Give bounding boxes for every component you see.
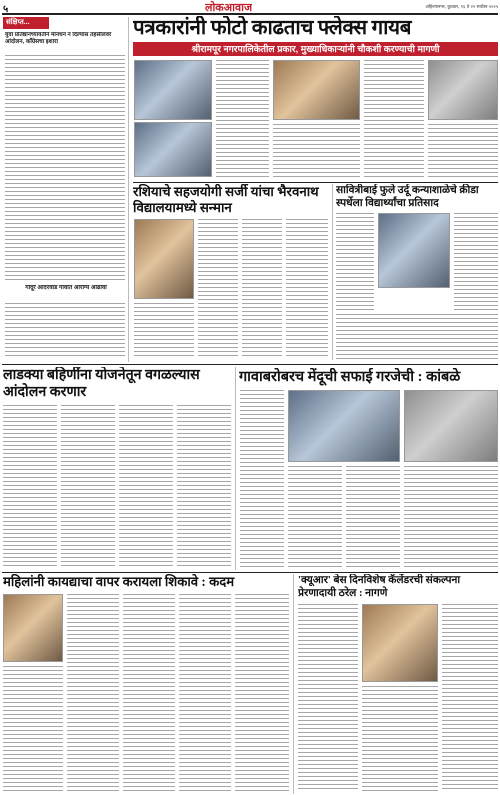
masthead-rule: [2, 13, 498, 15]
brief-sub-body-text: [5, 303, 125, 359]
lower-rule: [2, 572, 498, 573]
brief-body-text: [5, 55, 125, 280]
brief-column: [3, 17, 129, 362]
story5-body-col-4: [404, 466, 498, 568]
mid-rule: [2, 364, 498, 365]
story2-body-col-1: [198, 219, 238, 359]
lead-bottom-rule: [133, 182, 498, 183]
story7-headline: 'क्यूआर' बेस दिनविशेष कॅलेंडरची संकल्पना प्रेरणादायी ठरेल : नागणे: [298, 575, 461, 599]
story4-headline: लाडक्या बहिणींना योजनेतून वगळल्यास आंदोलन करणार: [3, 367, 200, 400]
date-line: अहिल्यानगर, बुधवार, १६ ते २२ सप्टेंबर २०२५: [425, 5, 498, 10]
story2-headline: रशियाचे सहजयोगी सर्जी यांचा भैरवनाथ विद्यालयामध्ये सन्मान: [133, 184, 319, 215]
story7-body-col-1: [298, 604, 358, 792]
story6-headline: महिलांनी कायद्याचा वापर करायला शिकावे : कदम: [3, 574, 235, 589]
story3-body-bottom: [336, 314, 498, 360]
story2-body-under-photo: [134, 303, 194, 359]
story3-headline: सावित्रीबाई फुले उर्दू कन्याशाळेचे क्रीडा स्पर्धेला विद्यार्थ्यांचा प्रतिसाद: [336, 185, 479, 209]
story5-body-col-3: [346, 466, 400, 568]
lead-body-col-1: [216, 60, 269, 178]
page-number: ५: [3, 4, 9, 13]
story4-body-col-1: [3, 405, 57, 567]
story3-body-col-2: [454, 213, 498, 311]
newspaper-logo: लोकआवाज: [205, 2, 253, 13]
story6-body-under-photo: [3, 666, 63, 792]
story5-headline: गावाबरोबरच मेंदूची सफाई गरजेची : कांबळे: [239, 369, 461, 385]
story5-photo-1: [288, 390, 400, 462]
story4-body-col-2: [61, 405, 115, 567]
story3-divider: [332, 184, 333, 360]
lead-body-col-3: [364, 60, 424, 178]
story4-body-col-4: [177, 405, 231, 567]
lead-photo-2: [134, 122, 212, 177]
lead-body-col-4: [428, 124, 498, 178]
story5-photo-2: [404, 390, 498, 462]
story6-body-col-1: [67, 594, 119, 792]
story7-divider: [293, 574, 294, 794]
story2-body-col-2: [242, 219, 282, 359]
story3-photo: [378, 213, 450, 288]
lead-headline: पत्रकारांनी फोटो काढताच फ्लेक्स गायब: [133, 17, 412, 39]
story2-body-col-3: [286, 219, 328, 359]
lead-subhead: श्रीरामपूर नगरपालिकेतील प्रकार, मुख्याधिकाऱ्यांनी चौकशी करण्याची मागणी: [133, 42, 498, 56]
story5-body-col-2: [288, 466, 342, 568]
story7-body-col-2: [362, 686, 438, 792]
lead-photo-4: [428, 60, 498, 120]
lead-photo-1: [134, 60, 212, 120]
story3-body-col-1: [336, 213, 374, 311]
story6-body-col-3: [179, 594, 231, 792]
story5-body-col-1: [240, 390, 284, 568]
brief-label: संक्षिप्त...: [3, 17, 49, 29]
story4-body-col-3: [119, 405, 173, 567]
lead-body-col-2: [273, 124, 360, 178]
lead-photo-3: [273, 60, 360, 120]
story6-body-col-4: [235, 594, 289, 792]
story6-photo: [3, 594, 63, 662]
brief-subhead: गोंदूरे आदरवाड गावात आरोग्य आढावा: [25, 285, 107, 291]
brief-headline: युवा प्रतिष्ठानच्यावतीने मानधन न दिल्यास तहसीलवर आंदोलन, काँग्रेसचा इशारा: [5, 32, 112, 45]
masthead: [0, 0, 500, 13]
story7-body-col-3: [442, 604, 498, 792]
story2-photo: [134, 219, 194, 299]
story5-divider: [235, 367, 236, 570]
story7-photo: [362, 604, 438, 682]
story6-body-col-2: [123, 594, 175, 792]
